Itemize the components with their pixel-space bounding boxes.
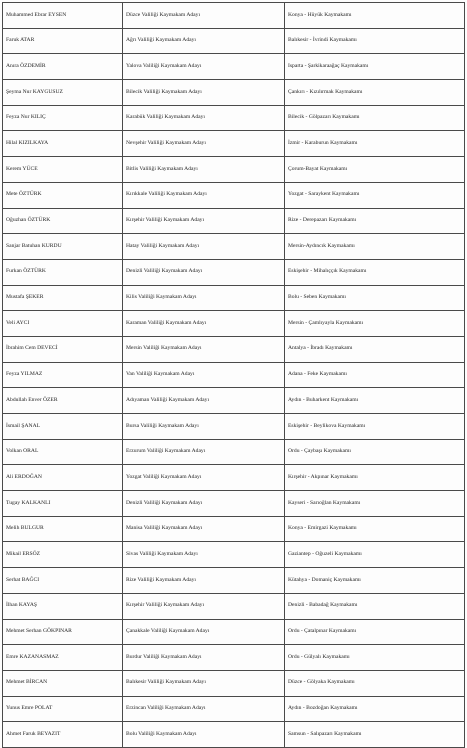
new-post-cell: Bolu - Seben Kaymakamı: [285, 285, 465, 311]
table-row: [3, 542, 465, 568]
current-post-cell: Erzincan Valiliği Kaymakam Adayı: [123, 696, 285, 722]
table-row: [3, 336, 465, 362]
name-cell: Feyza Nur KILIÇ: [3, 105, 123, 131]
table-body: [3, 3, 465, 748]
new-post-cell: Gaziantep - Oğuzeli Kaymakamı: [285, 542, 465, 568]
new-post-cell: Aydın - Buharkent Kaymakamı: [285, 388, 465, 414]
new-post-cell: Kırşehir - Akpınar Kaymakamı: [285, 465, 465, 491]
name-cell: Ali ERDOĞAN: [3, 465, 123, 491]
name-cell: Ahmet Faruk BEYAZIT: [3, 722, 123, 748]
table-row: [3, 3, 465, 29]
new-post-cell: Çankırı - Kızılırmak Kaymakamı: [285, 80, 465, 106]
current-post-cell: Yozgat Valiliği Kaymakam Adayı: [123, 465, 285, 491]
table-row: [3, 670, 465, 696]
name-cell: İlhan KAYAŞ: [3, 593, 123, 619]
new-post-cell: Isparta - Şarkikaraağaç Kaymakamı: [285, 54, 465, 80]
new-post-cell: Bilecik - Gölpazarı Kaymakamı: [285, 105, 465, 131]
name-cell: Yunus Emre POLAT: [3, 696, 123, 722]
current-post-cell: Kırşehir Valiliği Kaymakam Adayı: [123, 208, 285, 234]
new-post-cell: Balıkesir - İvrindi Kaymakamı: [285, 28, 465, 54]
table-row: [3, 568, 465, 594]
table-row: [3, 414, 465, 440]
new-post-cell: Düzce - Gölyaka Kaymakamı: [285, 670, 465, 696]
new-post-cell: Rize - Derepazarı Kaymakamı: [285, 208, 465, 234]
name-cell: Melih BULGUR: [3, 516, 123, 542]
current-post-cell: Ağrı Valiliği Kaymakam Adayı: [123, 28, 285, 54]
current-post-cell: Bitlis Valiliği Kaymakam Adayı: [123, 157, 285, 183]
table-row: [3, 491, 465, 517]
name-cell: İsmail ŞANAL: [3, 414, 123, 440]
name-cell: Faruk ATAR: [3, 28, 123, 54]
table-row: [3, 208, 465, 234]
current-post-cell: Sivas Valiliği Kaymakam Adayı: [123, 542, 285, 568]
current-post-cell: Bursa Valiliği Kaymakam Adayı: [123, 414, 285, 440]
name-cell: Emre KAZANASMAZ: [3, 645, 123, 671]
table-row: [3, 285, 465, 311]
current-post-cell: Hatay Valiliği Kaymakam Adayı: [123, 234, 285, 260]
table-row: [3, 645, 465, 671]
new-post-cell: Çorum-Bayat Kaymakamı: [285, 157, 465, 183]
name-cell: Mehmet BİRCAN: [3, 670, 123, 696]
table-row: [3, 54, 465, 80]
new-post-cell: Eskişehir - Beylikova Kaymakamı: [285, 414, 465, 440]
new-post-cell: Yozgat - Saraykent Kaymakamı: [285, 182, 465, 208]
table-row: [3, 388, 465, 414]
new-post-cell: Mersin - Çamlıyayla Kaymakamı: [285, 311, 465, 337]
table-row: [3, 105, 465, 131]
name-cell: Hilal KIZILKAYA: [3, 131, 123, 157]
table-row: [3, 80, 465, 106]
current-post-cell: Van Valiliği Kaymakam Adayı: [123, 362, 285, 388]
new-post-cell: İzmir - Karaburun Kaymakamı: [285, 131, 465, 157]
table-row: [3, 516, 465, 542]
current-post-cell: Kırşehir Valiliği Kaymakam Adayı: [123, 593, 285, 619]
current-post-cell: Balıkesir Valiliği Kaymakam Adayı: [123, 670, 285, 696]
name-cell: Kerem YÜCE: [3, 157, 123, 183]
name-cell: Furkan ÖZTÜRK: [3, 259, 123, 285]
current-post-cell: Mersin Valiliği Kaymakam Adayı: [123, 336, 285, 362]
new-post-cell: Kayseri - Sarıoğlan Kaymakamı: [285, 491, 465, 517]
table-row: [3, 593, 465, 619]
new-post-cell: Konya - Emirgazi Kaymakamı: [285, 516, 465, 542]
new-post-cell: Adana - Feke Kaymakamı: [285, 362, 465, 388]
new-post-cell: Denizli - Babadağ Kaymakamı: [285, 593, 465, 619]
new-post-cell: Mersin-Aydıncık Kaymakamı: [285, 234, 465, 260]
new-post-cell: Eskişehir - Mihalıççık Kaymakamı: [285, 259, 465, 285]
current-post-cell: Bolu Valiliği Kaymakam Adayı: [123, 722, 285, 748]
name-cell: Feyza YILMAZ: [3, 362, 123, 388]
name-cell: İbrahim Cem DEVECİ: [3, 336, 123, 362]
new-post-cell: Ordu - Gülyalı Kaymakamı: [285, 645, 465, 671]
name-cell: Tugay KALKANLI: [3, 491, 123, 517]
name-cell: Mehmet Serhan GÖKPINAR: [3, 619, 123, 645]
table-row: [3, 182, 465, 208]
table-row: [3, 439, 465, 465]
current-post-cell: Burdur Valiliği Kaymakam Adayı: [123, 645, 285, 671]
current-post-cell: Denizli Valiliği Kaymakam Adayı: [123, 491, 285, 517]
current-post-cell: Adıyaman Valiliği Kaymakam Adayı: [123, 388, 285, 414]
name-cell: Serhat BAĞCI: [3, 568, 123, 594]
table-row: [3, 28, 465, 54]
current-post-cell: Kırıkkale Valiliği Kaymakam Adayı: [123, 182, 285, 208]
table-row: [3, 722, 465, 748]
current-post-cell: Bilecik Valiliği Kaymakam Adayı: [123, 80, 285, 106]
name-cell: Volkan ORAL: [3, 439, 123, 465]
new-post-cell: Ordu - Çatalpınar Kaymakamı: [285, 619, 465, 645]
new-post-cell: Samsun - Salıpazarı Kaymakamı: [285, 722, 465, 748]
table-row: [3, 465, 465, 491]
new-post-cell: Antalya - İbradı Kaymakamı: [285, 336, 465, 362]
current-post-cell: Karabük Valiliği Kaymakam Adayı: [123, 105, 285, 131]
table-row: [3, 234, 465, 260]
current-post-cell: Denizli Valiliği Kaymakam Adayı: [123, 259, 285, 285]
new-post-cell: Kütahya - Domaniç Kaymakamı: [285, 568, 465, 594]
name-cell: Oğuzhan ÖZTÜRK: [3, 208, 123, 234]
table-row: [3, 362, 465, 388]
name-cell: Abdullah Enver ÖZER: [3, 388, 123, 414]
name-cell: Muhammed Ebrar EYSEN: [3, 3, 123, 29]
table-row: [3, 157, 465, 183]
table-row: [3, 619, 465, 645]
current-post-cell: Çanakkale Valiliği Kaymakam Adayı: [123, 619, 285, 645]
name-cell: Sanjar Batuhan KURDU: [3, 234, 123, 260]
current-post-cell: Erzurum Valiliği Kaymakam Adayı: [123, 439, 285, 465]
name-cell: Mete ÖZTÜRK: [3, 182, 123, 208]
table-row: [3, 259, 465, 285]
current-post-cell: Karaman Valiliği Kaymakam Adayı: [123, 311, 285, 337]
current-post-cell: Nevşehir Valiliği Kaymakam Adayı: [123, 131, 285, 157]
current-post-cell: Rize Valiliği Kaymakam Adayı: [123, 568, 285, 594]
new-post-cell: Konya - Hüyük Kaymakamı: [285, 3, 465, 29]
assignment-table: [2, 2, 465, 748]
name-cell: Veli AYCI: [3, 311, 123, 337]
table-row: [3, 311, 465, 337]
name-cell: Mikail ERSÖZ: [3, 542, 123, 568]
new-post-cell: Aydın - Bozdoğan Kaymakamı: [285, 696, 465, 722]
name-cell: Anıra ÖZDEMİR: [3, 54, 123, 80]
current-post-cell: Yalova Valiliği Kaymakam Adayı: [123, 54, 285, 80]
name-cell: Şeyma Nur KAYGUSUZ: [3, 80, 123, 106]
new-post-cell: Ordu - Çaybaşı Kaymakamı: [285, 439, 465, 465]
current-post-cell: Düzce Valiliği Kaymakam Adayı: [123, 3, 285, 29]
current-post-cell: Manisa Valiliği Kaymakam Adayı: [123, 516, 285, 542]
name-cell: Mustafa ŞEKER: [3, 285, 123, 311]
table-row: [3, 131, 465, 157]
table-row: [3, 696, 465, 722]
current-post-cell: Kilis Valiliği Kaymakam Adayı: [123, 285, 285, 311]
